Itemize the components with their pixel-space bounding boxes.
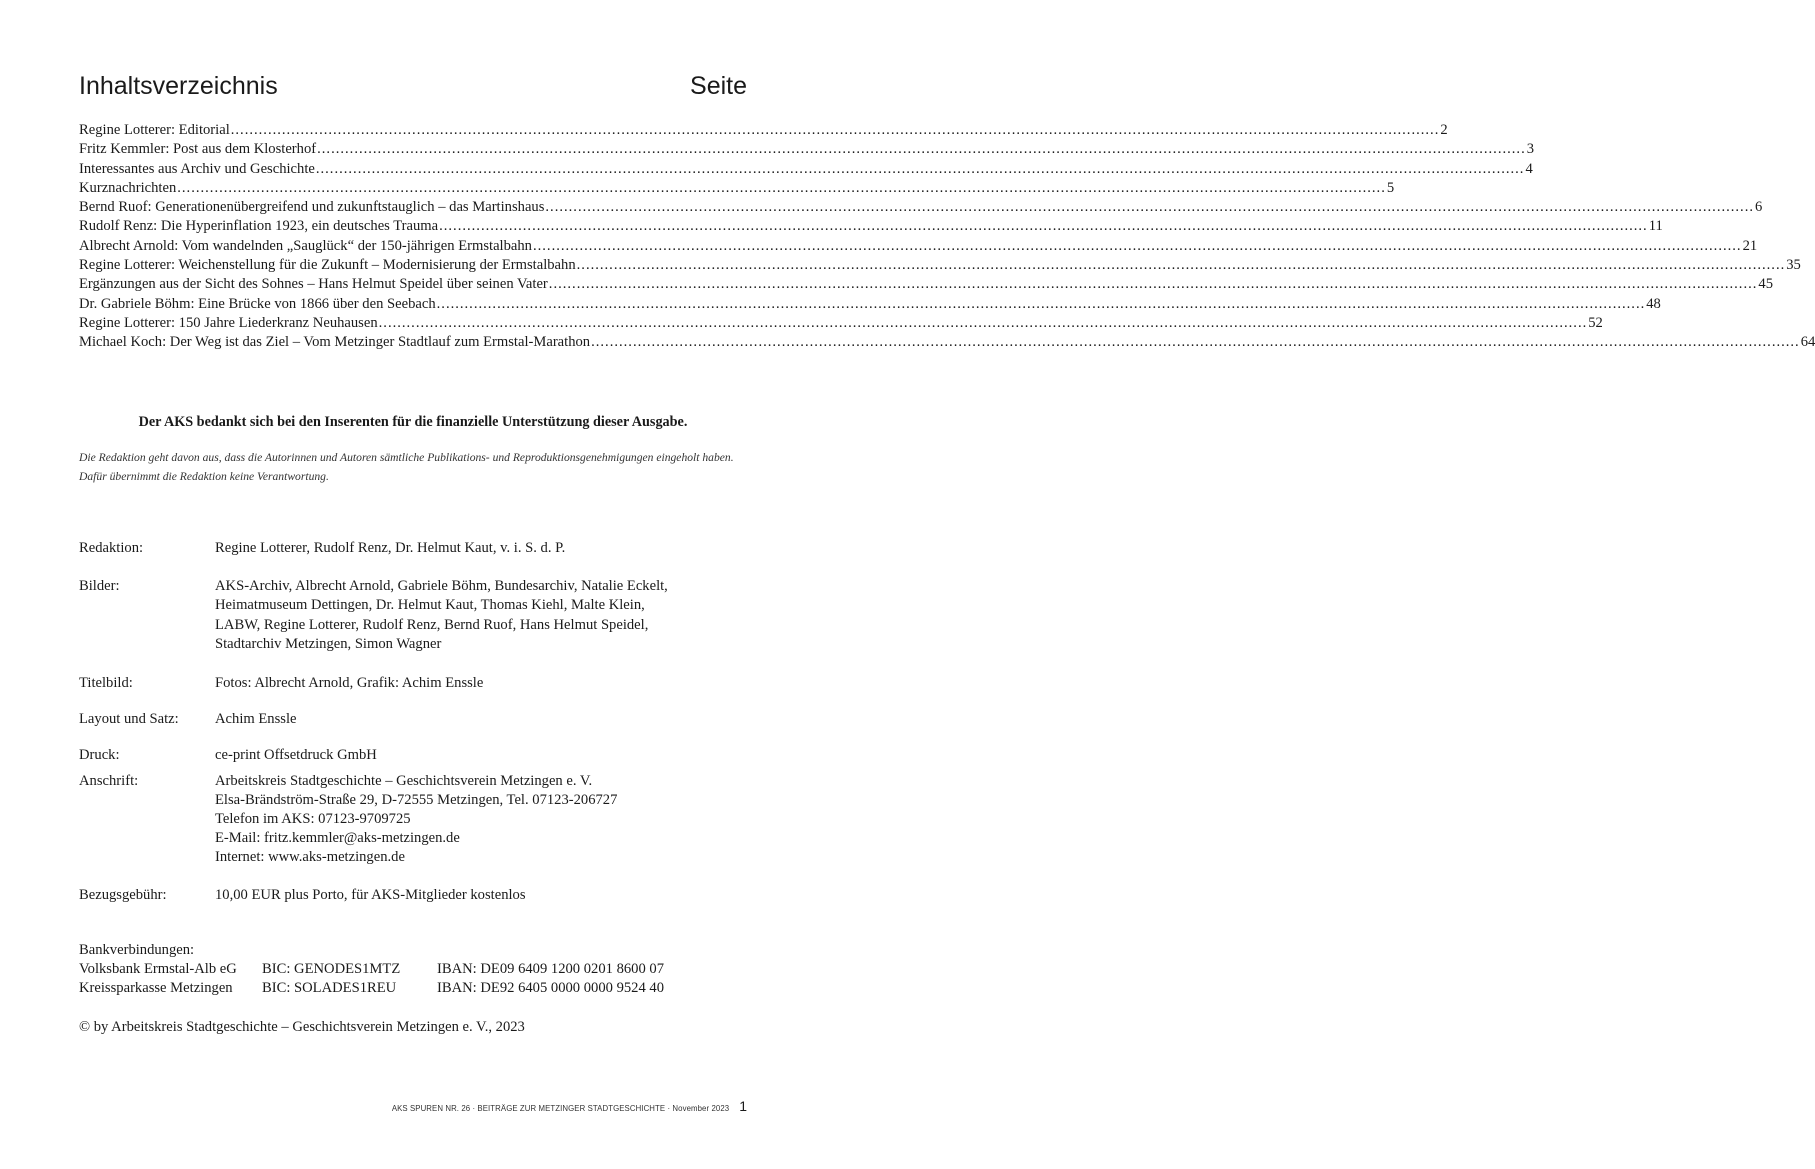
imprint-redaktion [79,539,747,558]
imprint-label: Druck: [79,747,120,764]
bank-row [79,960,747,979]
toc-entry[interactable] [79,295,1661,314]
toc-entry-title: Regine Lotterer: Editorial [79,122,230,138]
imprint-value [215,577,747,654]
bank-details [79,941,747,999]
toc-entry-page: 6 [1755,199,1763,216]
email-link[interactable]: E-Mail: fritz.kemmler@aks-metzingen.de [215,830,460,847]
imprint-line: AKS-Archiv, Albrecht Arnold, Gabriele Böhm, Bundesarchiv, Natalie Eckelt, [215,578,668,595]
imprint-line: Stadtarchiv Metzingen, Simon Wagner [215,635,442,652]
imprint-line: Elsa-Brändström-Straße 29, D-72555 Metzingen, Tel. 07123-206727 [215,791,618,808]
imprint-label: Titelbild: [79,675,133,692]
toc-leader-dots: .................................................................................................................................................................................................................................................................... [545,199,1754,216]
toc-entry-title: Fritz Kemmler: Post aus dem Klosterhof [79,141,317,158]
toc-leader-dots: .................................................................................................................................................................................................................................................................... [177,179,1386,196]
toc-leader-dots: .................................................................................................................................................................................................................................................................... [439,218,1648,235]
toc-entry[interactable] [79,160,1533,179]
toc-entry-title: Albrecht Arnold: Vom wandelnden „Sauglück“ der 150-jährigen Ermstalbahn [79,237,532,254]
bank-iban: IBAN: DE09 6409 1200 0201 8600 07 [437,961,665,978]
toc-leader-dots: .................................................................................................................................................................................................................................................................... [315,160,1525,177]
imprint-bilder [79,577,747,654]
page-footer [392,1098,747,1114]
toc-entry[interactable] [79,140,1535,159]
toc-entry-page: 45 [1758,276,1773,293]
toc-entry-title: Dr. Gabriele Böhm: Eine Brücke von 1866 über den Seebach [79,295,436,312]
page-number: 1 [739,1098,747,1114]
copyright: © by Arbeitskreis Stadtgeschichte – Geschichtsverein Metzingen e. V., 2023 [79,1019,525,1035]
toc-entry-page: 5 [1386,179,1395,196]
toc-entry[interactable] [79,275,1773,294]
imprint [79,539,747,905]
imprint-label: Bezugsgebühr: [79,886,167,903]
imprint-value: 10,00 EUR plus Porto, für AKS-Mitglieder kostenlos [215,886,526,903]
editorial-disclaimer: Die Redaktion geht davon aus, dass die Autorinnen und Autoren sämtliche Publikations- und Reproduktionsgenehmigungen eingeholt haben. Dafür übernimmt die Redaktion keine Verantwortung. [79,451,734,483]
toc-leader-dots: .................................................................................................................................................................................................................................................................... [591,334,1800,351]
sponsor-thanks: Der AKS bedankt sich bei den Inserenten für die finanzielle Unterstützung dieser Ausgabe. [138,414,688,430]
imprint-titelbild [79,674,747,693]
bank-heading: Bankverbindungen: [79,942,195,958]
imprint-druck [79,746,747,765]
toc-entry[interactable] [79,121,1448,140]
imprint-bezug [79,886,747,905]
toc-entry[interactable] [79,198,1763,217]
imprint-value [215,772,747,868]
toc-entry[interactable] [79,217,1663,236]
toc-entry[interactable] [79,314,1603,333]
toc-leader-dots: .................................................................................................................................................................................................................................................................... [576,257,1786,274]
toc-entry-title: Ergänzungen aus der Sicht des Sohnes – Hans Helmut Speidel über seinen Vater [79,276,548,293]
toc-heading: Inhaltsverzeichnis [79,72,278,100]
toc-entry[interactable] [79,256,1801,275]
toc-leader-dots: .................................................................................................................................................................................................................................................................... [436,295,1646,312]
toc-entry-page: 3 [1526,141,1535,158]
toc-entry-page: 48 [1646,295,1661,312]
toc-entry-page: 11 [1648,218,1663,235]
toc-entry-title: Michael Koch: Der Weg ist das Ziel – Vom Metzinger Stadtlauf zum Ermstal-Marathon [79,334,591,351]
imprint-line: Arbeitskreis Stadtgeschichte – Geschichtsverein Metzingen e. V. [215,772,593,789]
imprint-label: Anschrift: [79,772,139,789]
imprint-label: Bilder: [79,578,120,595]
toc-entry-title: Regine Lotterer: 150 Jahre Liederkranz Neuhausen [79,314,378,331]
toc-leader-dots: .................................................................................................................................................................................................................................................................... [532,237,1742,254]
imprint-line: Heimatmuseum Dettingen, Dr. Helmut Kaut, Thomas Kiehl, Malte Klein, [215,597,645,614]
website-link[interactable]: Internet: www.aks-metzingen.de [215,849,405,866]
bank-name: Volksbank Ermstal-Alb eG [79,961,237,978]
imprint-value: Achim Enssle [215,711,297,728]
toc-leader-dots: .................................................................................................................................................................................................................................................................... [548,276,1758,293]
bank-name: Kreissparkasse Metzingen [79,980,233,997]
toc-entry-page: 4 [1525,160,1533,177]
bank-iban: IBAN: DE92 6405 0000 0000 9524 40 [437,980,665,997]
imprint-line: Telefon im AKS: 07123-9709725 [215,811,411,828]
toc-entry-page: 35 [1786,257,1801,274]
toc-entry-page: 52 [1588,314,1603,331]
imprint-label: Redaktion: [79,540,144,556]
toc-entry-title: Regine Lotterer: Weichenstellung für die Zukunft – Modernisierung der Ermstalbahn [79,257,576,274]
toc-header [79,72,747,101]
imprint-value: Regine Lotterer, Rudolf Renz, Dr. Helmut Kaut, v. i. S. d. P. [215,540,566,556]
bank-bic: BIC: SOLADES1REU [262,980,397,997]
imprint-value: Fotos: Albrecht Arnold, Grafik: Achim Enssle [215,675,484,692]
toc-entry-title: Rudolf Renz: Die Hyperinflation 1923, ein deutsches Trauma [79,218,439,235]
toc-entry-page: 64 [1800,334,1815,351]
toc-entry[interactable] [79,237,1758,256]
toc-leader-dots: .................................................................................................................................................................................................................................................................... [230,122,1440,138]
imprint-value: ce-print Offsetdruck GmbH [215,747,377,764]
toc-entry-page: 2 [1440,122,1448,138]
footer-text: AKS SPUREN NR. 26 · BEITRÄGE ZUR METZINGER STADTGESCHICHTE · November 2023 [391,1104,730,1113]
toc-entry-page: 21 [1742,237,1758,254]
toc-entry-title: Bernd Ruof: Generationenübergreifend und zukunftstauglich – das Martinshaus [79,199,545,216]
bank-row [79,979,747,998]
toc-leader-dots: .................................................................................................................................................................................................................................................................... [378,314,1588,331]
imprint-line: LABW, Regine Lotterer, Rudolf Renz, Bernd Ruof, Hans Helmut Speidel, [215,616,649,633]
toc-entry-title: Kurznachrichten [79,179,177,196]
table-of-contents [79,121,1815,353]
bank-bic: BIC: GENODES1MTZ [262,961,401,978]
imprint-anschrift [79,772,747,868]
imprint-label: Layout und Satz: [79,711,179,728]
toc-entry[interactable] [79,333,1815,352]
toc-page-heading: Seite [690,72,747,100]
toc-entry-title: Interessantes aus Archiv und Geschichte [79,160,315,177]
toc-entry[interactable] [79,179,1395,198]
toc-leader-dots: .................................................................................................................................................................................................................................................................... [317,141,1526,158]
imprint-layout [79,710,747,729]
